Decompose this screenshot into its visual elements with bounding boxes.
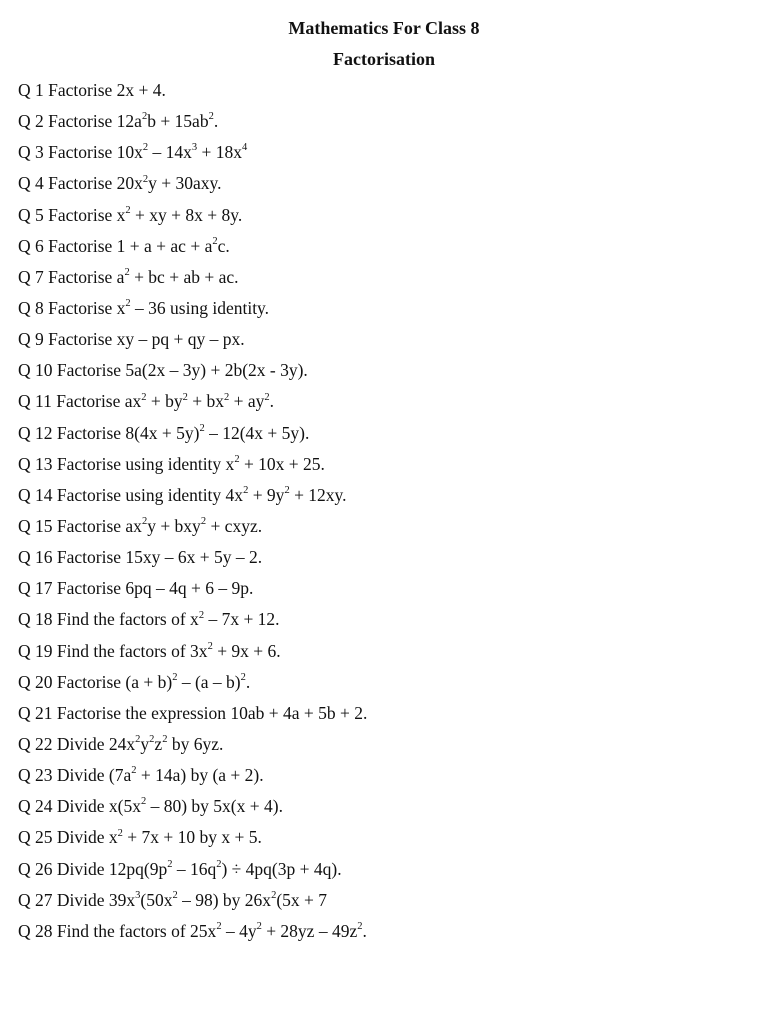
exponent: 2 <box>172 671 178 683</box>
question-text: Q 8 Factorise x <box>18 297 126 318</box>
exponent: 2 <box>167 858 173 870</box>
question-text: (5x + 7 <box>276 889 328 910</box>
question-item <box>18 484 758 515</box>
question-text: + 12xy. <box>289 484 347 505</box>
question-text: Q 28 Find the factors of 25x <box>18 920 217 941</box>
question-item <box>18 608 758 639</box>
question-text: Q 22 Divide 24x <box>18 733 136 754</box>
question-item <box>18 546 758 577</box>
exponent: 2 <box>207 640 213 652</box>
question-text: – 36 using identity. <box>130 297 270 318</box>
question-text: – 80) by 5x(x + 4). <box>146 796 283 817</box>
question-text: Q 14 Factorise using identity 4x <box>18 484 244 505</box>
question-text: b + 15ab <box>147 111 209 132</box>
question-text: c. <box>217 235 230 256</box>
exponent: 2 <box>117 827 123 839</box>
exponent: 2 <box>140 796 147 808</box>
question-text: + 9y <box>248 484 285 505</box>
question-text: (50x <box>140 889 173 910</box>
question-item <box>18 515 758 546</box>
question-text: Q 5 Factorise x <box>18 204 126 225</box>
question-text: y + bxy <box>147 515 201 536</box>
exponent: 2 <box>243 485 249 496</box>
question-text: y <box>140 733 150 754</box>
exponent: 2 <box>198 609 205 621</box>
question-text: Q 15 Factorise ax <box>18 515 142 536</box>
question-item <box>18 453 758 484</box>
question-text: Q 19 Find the factors of 3x <box>18 640 208 661</box>
question-text: – 98) by 26x <box>177 889 272 910</box>
question-text: + by <box>146 391 183 412</box>
exponent: 2 <box>240 671 246 683</box>
question-text: Q 4 Factorise 20x <box>18 173 143 194</box>
question-text: Q 2 Factorise 12a <box>18 111 142 132</box>
question-text: . <box>362 920 367 941</box>
exponent: 2 <box>125 298 131 310</box>
question-item <box>18 702 758 733</box>
question-text: Q 21 Factorise the expression 10ab + 4a + 5b + 2. <box>18 702 368 723</box>
question-text: Q 23 Divide (7a <box>18 765 132 786</box>
question-text: y + 30axy. <box>148 173 222 194</box>
question-item <box>18 671 758 702</box>
exponent: 2 <box>212 235 218 247</box>
question-text: + 10x + 25. <box>239 453 325 474</box>
question-text: – 12(4x + 5y). <box>204 422 310 443</box>
question-text: Q 9 Factorise xy – pq + qy – px. <box>18 329 245 350</box>
question-text: Q 12 Factorise 8(4x + 5y) <box>18 422 200 443</box>
exponent: 2 <box>256 920 262 932</box>
question-text: + bx <box>187 391 225 412</box>
exponent: 2 <box>135 734 141 746</box>
question-text: – (a – b) <box>177 671 241 692</box>
question-text: + 7x + 10 by x + 5. <box>122 827 262 848</box>
exponent: 2 <box>142 142 149 154</box>
question-item <box>18 204 758 235</box>
question-text: Q 10 Factorise 5a(2x – 3y) + 2b(2x - 3y). <box>18 360 308 381</box>
question-text: . <box>245 671 251 692</box>
exponent: 2 <box>264 391 270 403</box>
question-item <box>18 858 758 889</box>
exponent: 2 <box>234 453 240 465</box>
question-text: + ay <box>229 391 265 412</box>
exponent: 2 <box>172 889 178 901</box>
question-text: + cxyz. <box>206 515 263 536</box>
exponent: 4 <box>242 142 248 154</box>
question-text: Q 17 Factorise 6pq – 4q + 6 – 9p. <box>18 578 254 599</box>
exponent: 2 <box>149 734 155 746</box>
question-item <box>18 920 758 951</box>
exponent: 2 <box>131 765 137 777</box>
question-list <box>18 79 758 951</box>
question-item <box>18 795 758 826</box>
exponent: 2 <box>357 920 363 932</box>
question-text: by 6yz. <box>167 733 224 754</box>
exponent: 2 <box>224 391 230 403</box>
question-text: Q 13 Factorise using identity x <box>18 453 235 474</box>
question-item <box>18 764 758 795</box>
question-item <box>18 141 758 172</box>
exponent: 2 <box>162 734 168 746</box>
question-item <box>18 79 758 110</box>
question-item <box>18 733 758 764</box>
section-subtitle: Factorisation <box>333 49 435 69</box>
question-text: – 14x <box>148 142 192 163</box>
question-text: Q 11 Factorise ax <box>18 391 142 412</box>
question-item <box>18 328 758 359</box>
question-item <box>18 297 758 328</box>
question-text: + 28yz – 49z <box>261 920 358 941</box>
question-text: + bc + ab + ac. <box>129 266 239 287</box>
exponent: 2 <box>199 422 205 434</box>
question-text: Q 6 Factorise 1 + a + ac + a <box>18 235 213 256</box>
question-item <box>18 640 758 671</box>
question-item <box>18 172 758 203</box>
exponent: 2 <box>284 485 290 496</box>
question-text: Q 27 Divide 39x <box>18 889 136 910</box>
question-text: – 7x + 12. <box>204 609 280 630</box>
question-text: Q 3 Factorise 10x <box>18 142 143 163</box>
exponent: 2 <box>208 111 214 123</box>
question-item <box>18 235 758 266</box>
exponent: 2 <box>141 391 147 403</box>
question-item <box>18 577 758 608</box>
question-item <box>18 266 758 297</box>
exponent: 3 <box>135 889 141 901</box>
exponent: 2 <box>182 391 188 403</box>
exponent: 2 <box>271 889 277 901</box>
question-text: – 4y <box>221 920 257 941</box>
exponent: 2 <box>124 267 130 279</box>
exponent: 2 <box>200 516 207 528</box>
question-text: ) ÷ 4pq(3p + 4q). <box>221 858 342 879</box>
question-item <box>18 422 758 453</box>
question-text: + 18x <box>197 142 243 163</box>
question-text: + 14a) by (a + 2). <box>136 765 264 786</box>
question-text: z <box>154 733 163 754</box>
exponent: 2 <box>216 858 222 870</box>
question-text: Q 7 Factorise a <box>18 266 125 287</box>
exponent: 2 <box>141 111 148 123</box>
question-text: + xy + 8x + 8y. <box>130 204 243 225</box>
exponent: 2 <box>216 920 222 932</box>
question-item <box>18 889 758 920</box>
question-item <box>18 826 758 857</box>
question-text: + 9x + 6. <box>212 640 281 661</box>
question-text: Q 18 Find the factors of x <box>18 609 199 630</box>
exponent: 2 <box>141 516 148 528</box>
question-text: . <box>213 111 219 132</box>
exponent: 2 <box>125 204 131 216</box>
question-text: . <box>269 391 275 412</box>
question-text: – 16q <box>172 858 217 879</box>
question-text: Q 16 Factorise 15xy – 6x + 5y – 2. <box>18 547 263 568</box>
exponent: 2 <box>142 173 149 185</box>
exponent: 3 <box>191 142 198 154</box>
question-text: Q 1 Factorise 2x + 4. <box>18 80 166 100</box>
question-text: Q 25 Divide x <box>18 827 118 848</box>
question-text: Q 24 Divide x(5x <box>18 796 141 817</box>
question-text: Q 20 Factorise (a + b) <box>18 671 173 692</box>
page-title: Mathematics For Class 8 <box>288 18 480 38</box>
question-item <box>18 359 758 390</box>
question-text: Q 26 Divide 12pq(9p <box>18 858 168 879</box>
question-item <box>18 390 758 421</box>
question-item <box>18 110 758 141</box>
